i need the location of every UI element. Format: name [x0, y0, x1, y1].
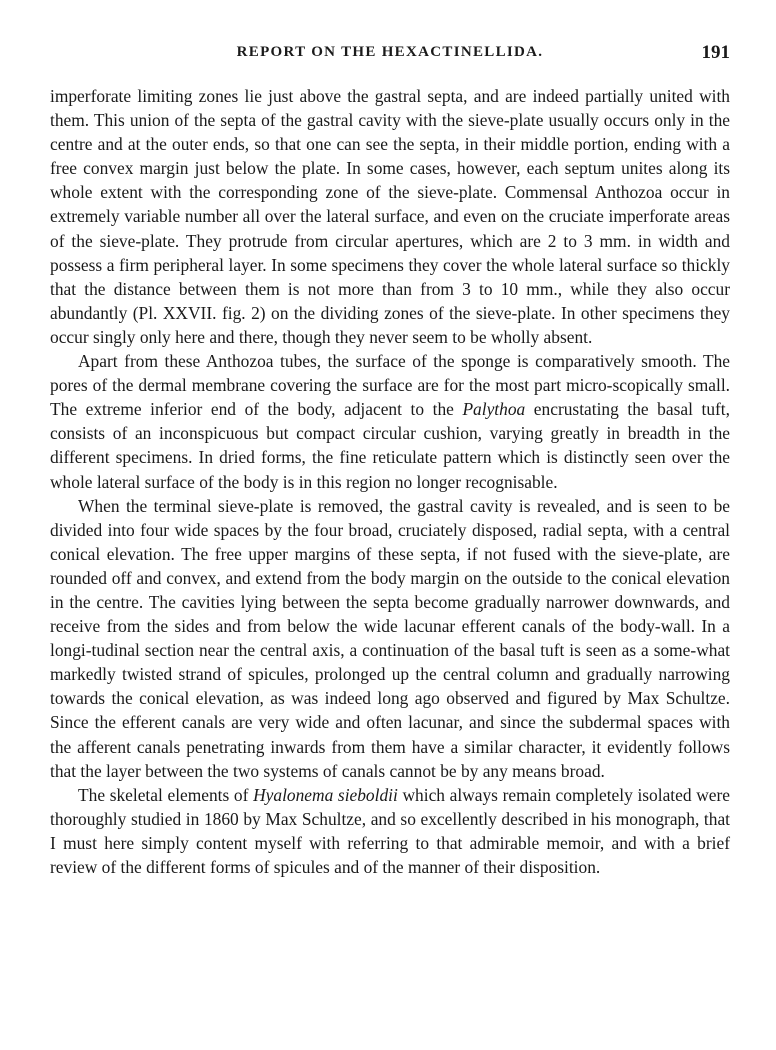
paragraph-4-text-b: which always remain completely isolated were thoroughly studied in 1860 by Max Schultze, and so excellently described in his monograph, that I must here simply content myself with referring to that admirable memoir, and with a brief review of the different forms of spicules and of the manner of their disposition. — [50, 784, 730, 877]
species-name-hyalonema: Hyalonema sieboldii — [253, 784, 398, 805]
paragraph-3 — [50, 494, 730, 783]
running-header — [50, 44, 730, 66]
paragraph-2-text-b: encrustating the basal tuft, consists of an inconspicuous but compact circular cushion, varying greatly in breadth in the different specimens. In dried forms, the fine reticulate pattern which is distinctly seen over the whole lateral surface of the body is in this region no longer recognisable. — [50, 399, 730, 492]
genus-name-palythoa: Palythoa — [462, 399, 526, 420]
paragraph-1 — [50, 84, 730, 349]
paragraph-4 — [50, 783, 730, 879]
paragraph-1-text: imperforate limiting zones lie just above the gastral septa, and are indeed partially united with them. This union of the septa of the gastral cavity with the sieve-plate usually occurs only in the centre and at the outer ends, so that one can see the septa, in their middle portion, ending with a free convex margin just below the plate. In some cases, however, each septum unites along its whole extent with the corresponding zone of the sieve-plate. Commensal Anthozoa occur in extremely variable number all over the lateral surface, and even on the cruciate imperforate areas of the sieve-plate. They protrude from circular apertures, which are 2 to 3 mm. in width and possess a firm peripheral layer. In some specimens they cover the whole lateral surface so thickly that the distance between them is not more than from 3 to 10 mm., while they also occur abundantly (Pl. XXVII. fig. 2) on the dividing zones of the sieve-plate. In other specimens they occur singly only here and there, though they never seem to be wholly absent. — [50, 86, 730, 347]
header-title: REPORT ON THE HEXACTINELLIDA. — [236, 44, 544, 60]
body-text — [50, 84, 730, 879]
paragraph-3-text: When the terminal sieve-plate is removed, the gastral cavity is revealed, and is seen to be divided into four wide spaces by the four broad, cruciately disposed, radial septa, with a central conical elevation. The free upper margins of these septa, if not fused with the sieve-plate, are rounded off and convex, and extend from the body margin on the outside to the conical elevation in the centre. The cavities lying between the septa become gradually narrower downwards, and receive from the sides and from below the wide lacunar efferent canals of the body-wall. In a longi-tudinal section near the central axis, a continuation of the basal tuft is seen as a some-what markedly twisted strand of spicules, prolonged up the central column and gradually narrowing towards the conical elevation, as was indeed long ago observed and figured by Max Schultze. Since the efferent canals are very wide and often lacunar, and since the subdermal spaces with the afferent canals penetrating inwards from them have a similar character, it evidently follows that the layer between the two systems of canals cannot be by any means broad. — [50, 495, 730, 781]
paragraph-2 — [50, 349, 730, 494]
page-number: 191 — [701, 42, 730, 63]
paragraph-2-text-a: Apart from these Anthozoa tubes, the surface of the sponge is comparatively smooth. The pores of the dermal membrane covering the surface are for the most part micro-scopically small. The extreme inferior end of the body, adjacent to the — [50, 351, 730, 420]
paragraph-4-text-a: The skeletal elements of — [78, 784, 254, 805]
